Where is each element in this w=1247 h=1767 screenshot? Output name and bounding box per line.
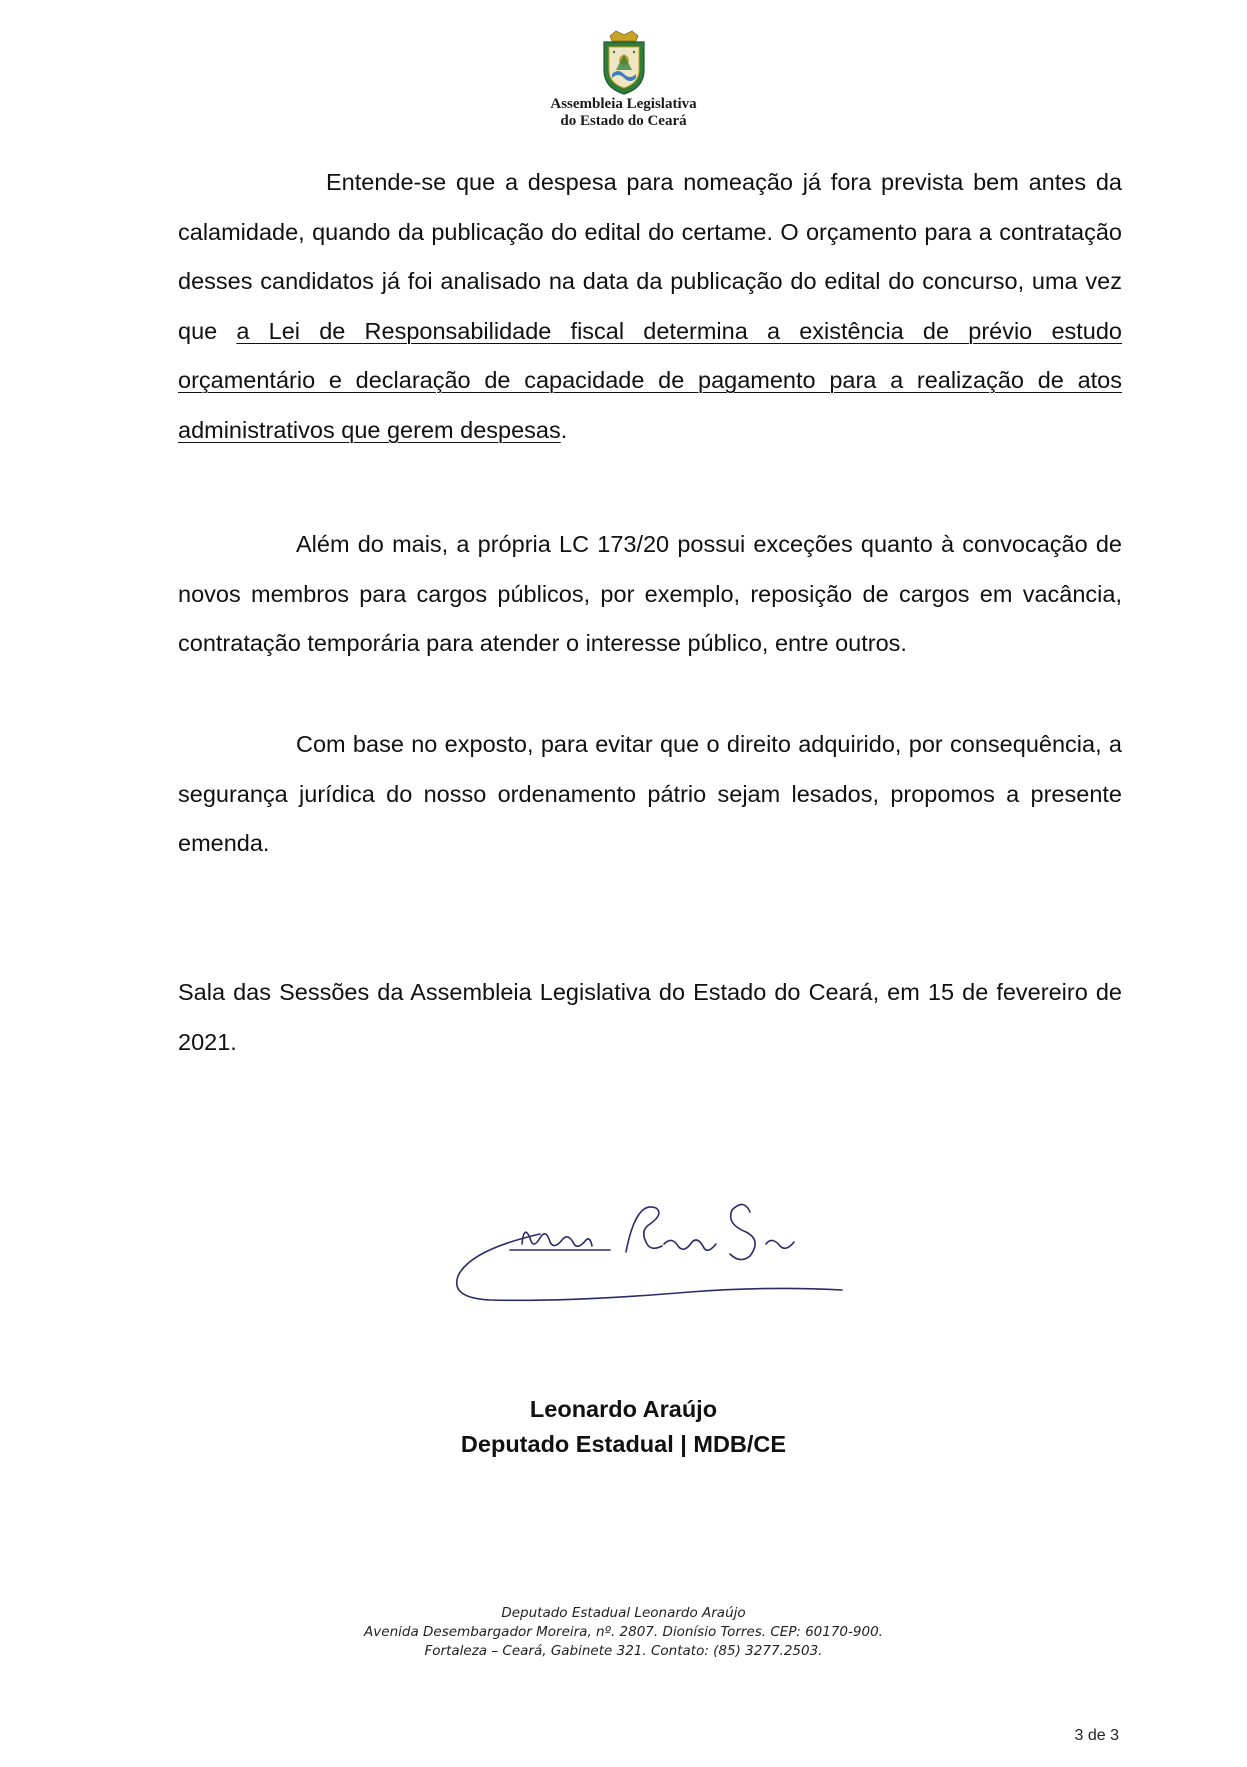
paragraph-2 bbox=[178, 520, 1122, 669]
footer-line-1: Deputado Estadual Leonardo Araújo bbox=[501, 1605, 746, 1621]
paragraph-3 bbox=[178, 720, 1122, 869]
institution-line-2: do Estado do Ceará bbox=[560, 113, 687, 129]
paragraph-1-end: . bbox=[560, 416, 568, 443]
footer-line-3: Fortaleza – Ceará, Gabinete 321. Contato: (85) 3277.2503. bbox=[424, 1643, 823, 1659]
closing-statement bbox=[178, 968, 1122, 1067]
paragraph-3-text: Com base no exposto, para evitar que o direito adquirido, por consequência, a segurança jurídica do nosso ordenamento pátrio sejam lesados, propomos a presente emenda. bbox=[178, 731, 1122, 856]
signer-role: Deputado Estadual | MDB/CE bbox=[460, 1431, 787, 1457]
footer-line-2: Avenida Desembargador Moreira, nº. 2807. Dionísio Torres. CEP: 60170-900. bbox=[364, 1624, 883, 1640]
closing-text: Sala das Sessões da Assembleia Legislativa do Estado do Ceará, em 15 de fevereiro de 2021. bbox=[178, 979, 1122, 1055]
letterhead bbox=[0, 30, 1247, 130]
handwritten-signature bbox=[450, 1180, 910, 1320]
page-number: 3 de 3 bbox=[1074, 1727, 1119, 1744]
institution-name bbox=[0, 96, 1247, 130]
signer-name: Leonardo Araújo bbox=[529, 1396, 718, 1422]
signer-block bbox=[0, 1392, 1247, 1462]
footer bbox=[0, 1604, 1247, 1661]
underlined-clause: a Lei de Responsabilidade fiscal determina a existência de prévio estudo orçamentário e declaração de capacidade de pagamento para a realização de atos administrativos que gerem despesas bbox=[178, 317, 1122, 443]
paragraph-1-text: Entende-se que a despesa para nomeação já fora prevista bem antes da calamidade, quando da publicação do edital do certame. O orçamento para a contratação desses candidatos já foi analisado na data da publicação do edital do concurso, uma vez que bbox=[178, 169, 1122, 344]
institution-line-1: Assembleia Legislativa bbox=[550, 96, 697, 112]
coat-of-arms-icon bbox=[594, 30, 654, 96]
paragraph-2-text: Além do mais, a própria LC 173/20 possui exceções quanto à convocação de novos membros para cargos públicos, por exemplo, reposição de cargos em vacância, contratação temporária para atender o interesse público, entre outros. bbox=[178, 531, 1122, 656]
paragraph-1 bbox=[178, 158, 1122, 455]
